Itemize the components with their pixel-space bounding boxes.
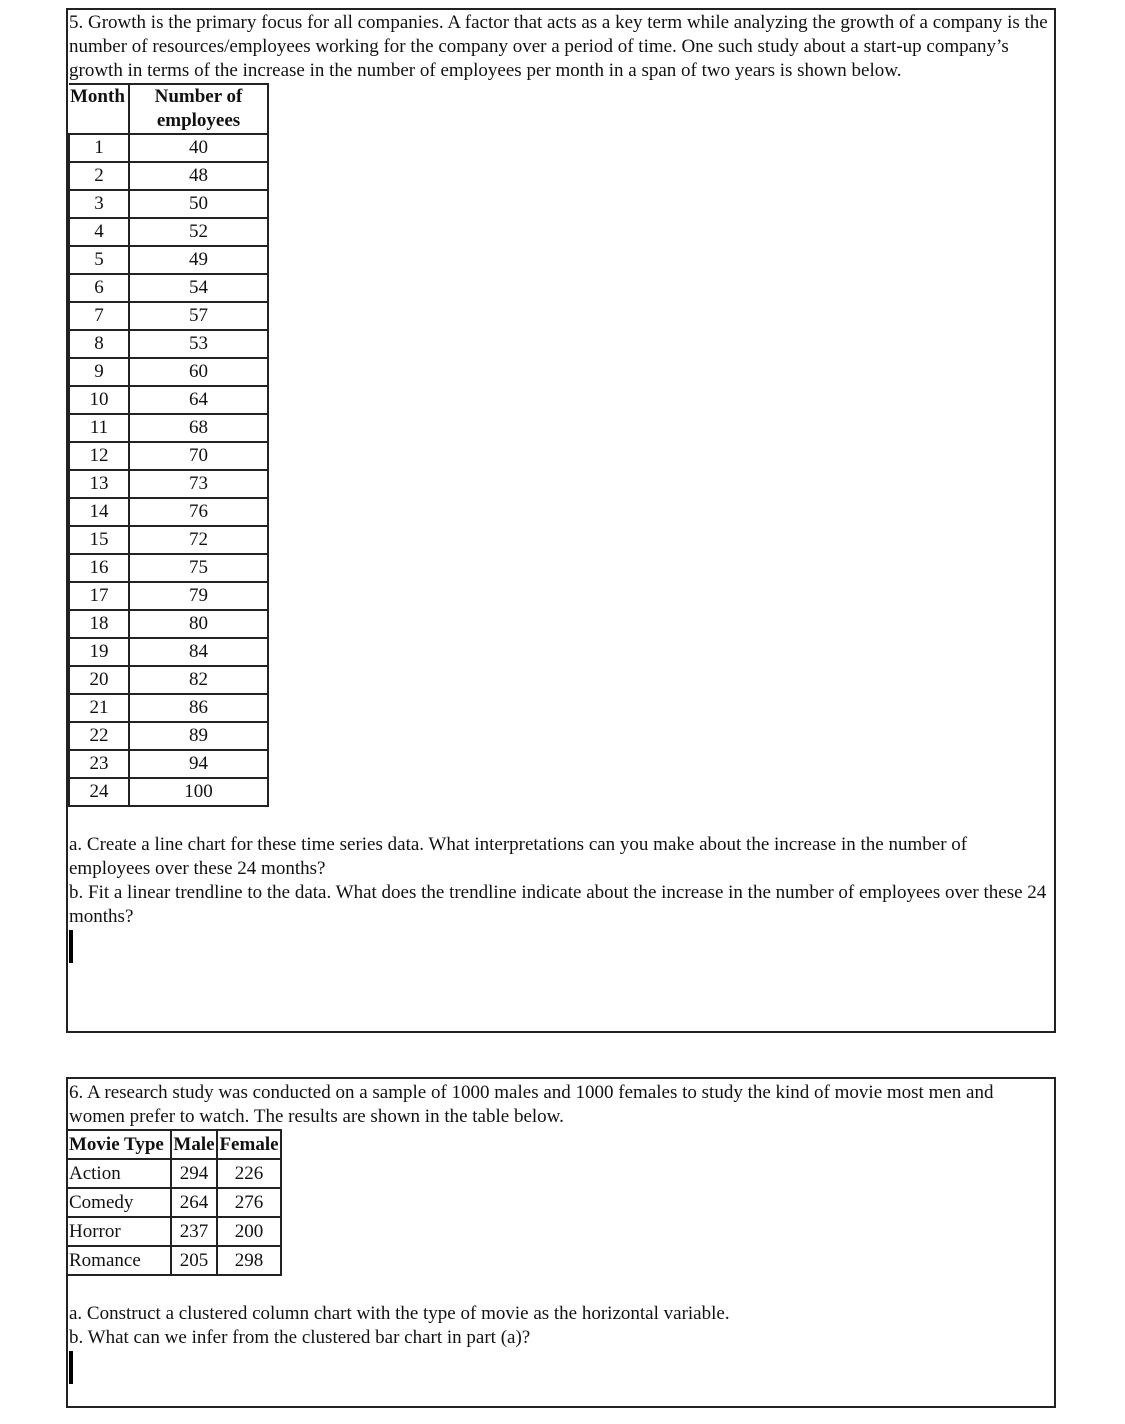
table-row: [69, 750, 268, 778]
month-cell: 2: [69, 162, 129, 190]
month-cell: 7: [69, 302, 129, 330]
employee-table-body: [69, 134, 268, 806]
question-6-box: [66, 1077, 1056, 1408]
table-row: [69, 190, 268, 218]
month-cell: 10: [69, 386, 129, 414]
month-cell: 1: [69, 134, 129, 162]
month-cell: 14: [69, 498, 129, 526]
employee-count-cell: 89: [129, 722, 268, 750]
month-cell: 9: [69, 358, 129, 386]
question-5-part-b: b. Fit a linear trendline to the data. What does the trendline indicate about the increase in the number of employees over these 24 months?: [69, 882, 1047, 927]
table-row: [69, 610, 268, 638]
employee-count-cell: 84: [129, 638, 268, 666]
employee-count-header: Number of employees: [129, 84, 268, 134]
female-count-cell: 226: [217, 1159, 281, 1188]
employee-count-cell: 100: [129, 778, 268, 806]
month-cell: 13: [69, 470, 129, 498]
month-cell: 22: [69, 722, 129, 750]
table-row: [68, 1246, 281, 1275]
question-5-intro: 5. Growth is the primary focus for all companies. A factor that acts as a key term while analyzing the growth of a company is the number of resources/employees working for the company over a period of time. One such study about a start-up company’s growth in terms of the increase in the number of employees per month in a span of two years is shown below.: [69, 12, 1048, 81]
table-row: [68, 1159, 281, 1188]
employee-count-cell: 50: [129, 190, 268, 218]
month-cell: 21: [69, 694, 129, 722]
employee-count-cell: 64: [129, 386, 268, 414]
month-cell: 12: [69, 442, 129, 470]
month-cell: 4: [69, 218, 129, 246]
table-row: [68, 1217, 281, 1246]
month-cell: 11: [69, 414, 129, 442]
month-cell: 19: [69, 638, 129, 666]
table-row: [69, 554, 268, 582]
employee-count-cell: 57: [129, 302, 268, 330]
question-6-parts: [68, 1302, 1054, 1384]
movie-table-header: [68, 1130, 281, 1159]
table-row: [69, 386, 268, 414]
employee-count-cell: 75: [129, 554, 268, 582]
male-count-cell: 264: [171, 1188, 217, 1217]
employee-count-cell: 72: [129, 526, 268, 554]
male-count-cell: 205: [171, 1246, 217, 1275]
employee-count-cell: 40: [129, 134, 268, 162]
employee-count-cell: 94: [129, 750, 268, 778]
month-cell: 8: [69, 330, 129, 358]
table-row: [68, 1188, 281, 1217]
employee-count-cell: 70: [129, 442, 268, 470]
table-row: [69, 134, 268, 162]
question-6-part-b: b. What can we infer from the clustered bar chart in part (a)?: [69, 1327, 531, 1348]
table-row: [69, 722, 268, 750]
employee-count-cell: 52: [129, 218, 268, 246]
table-row: [69, 246, 268, 274]
table-row: [69, 442, 268, 470]
female-count-cell: 200: [217, 1217, 281, 1246]
employee-count-cell: 49: [129, 246, 268, 274]
table-row: [69, 498, 268, 526]
table-row: [69, 358, 268, 386]
month-cell: 3: [69, 190, 129, 218]
month-cell: 5: [69, 246, 129, 274]
answer-5-text-cursor[interactable]: [69, 930, 73, 963]
movie-type-header: Movie Type: [68, 1130, 171, 1159]
month-cell: 24: [69, 778, 129, 806]
movie-type-cell: Comedy: [68, 1188, 171, 1217]
employee-table-header: [69, 84, 268, 134]
month-cell: 6: [69, 274, 129, 302]
table-row: [69, 638, 268, 666]
table-row: [69, 302, 268, 330]
month-cell: 20: [69, 666, 129, 694]
male-count-cell: 294: [171, 1159, 217, 1188]
employee-table: [68, 83, 269, 807]
question-5-box: [66, 8, 1056, 1033]
movie-table-body: [68, 1159, 281, 1275]
female-header: Female: [217, 1130, 281, 1159]
month-cell: 23: [69, 750, 129, 778]
employee-count-cell: 48: [129, 162, 268, 190]
employee-count-cell: 54: [129, 274, 268, 302]
question-6-part-a: a. Construct a clustered column chart with the type of movie as the horizontal variable.: [69, 1303, 730, 1324]
employee-count-cell: 60: [129, 358, 268, 386]
employee-count-cell: 68: [129, 414, 268, 442]
female-count-cell: 276: [217, 1188, 281, 1217]
month-header: Month: [69, 84, 129, 134]
movie-table: [68, 1129, 282, 1276]
employee-count-cell: 82: [129, 666, 268, 694]
question-5-parts: [68, 833, 1054, 963]
month-cell: 17: [69, 582, 129, 610]
question-5-part-a: a. Create a line chart for these time series data. What interpretations can you make about the increase in the number of employees over these 24 months?: [69, 834, 968, 879]
male-header: Male: [171, 1130, 217, 1159]
month-cell: 15: [69, 526, 129, 554]
table-row: [69, 414, 268, 442]
table-row: [69, 778, 268, 806]
table-row: [69, 274, 268, 302]
movie-type-cell: Romance: [68, 1246, 171, 1275]
employee-count-cell: 76: [129, 498, 268, 526]
employee-count-cell: 53: [129, 330, 268, 358]
question-6-intro: 6. A research study was conducted on a sample of 1000 males and 1000 females to study the kind of movie most men and women prefer to watch. The results are shown in the table below.: [69, 1082, 994, 1127]
month-cell: 16: [69, 554, 129, 582]
employee-count-cell: 73: [129, 470, 268, 498]
answer-6-text-cursor[interactable]: [69, 1351, 73, 1384]
table-row: [69, 218, 268, 246]
female-count-cell: 298: [217, 1246, 281, 1275]
table-row: [69, 694, 268, 722]
table-row: [69, 582, 268, 610]
table-row: [69, 526, 268, 554]
employee-count-cell: 80: [129, 610, 268, 638]
table-row: [69, 666, 268, 694]
table-row: [69, 330, 268, 358]
employee-count-cell: 86: [129, 694, 268, 722]
table-row: [69, 470, 268, 498]
employee-count-cell: 79: [129, 582, 268, 610]
month-cell: 18: [69, 610, 129, 638]
male-count-cell: 237: [171, 1217, 217, 1246]
movie-type-cell: Horror: [68, 1217, 171, 1246]
movie-type-cell: Action: [68, 1159, 171, 1188]
table-row: [69, 162, 268, 190]
